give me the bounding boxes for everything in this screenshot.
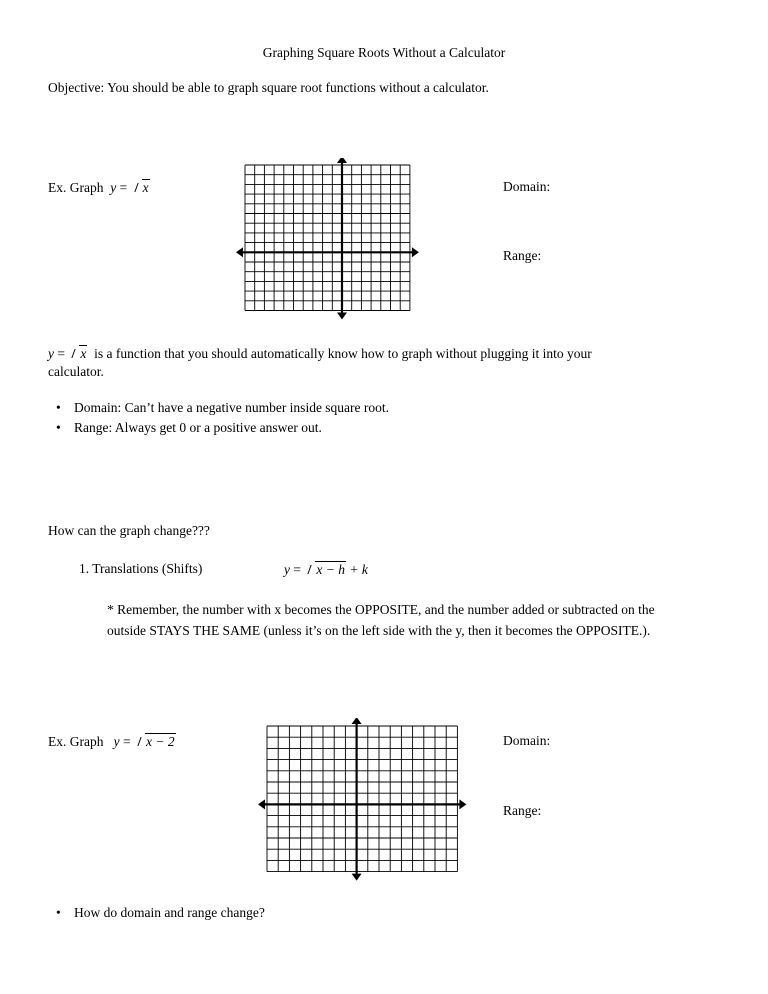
example-1-domain-label: Domain: bbox=[503, 179, 551, 194]
y-axis-arrow-down bbox=[337, 313, 347, 320]
translations-op: = bbox=[293, 562, 301, 577]
property-bullets bbox=[48, 398, 389, 438]
example-1-radicand: x bbox=[142, 180, 149, 195]
sqrt-symbol bbox=[136, 733, 176, 750]
example-2-op: = bbox=[122, 734, 131, 749]
bullet-domain: • Domain: Can’t have a negative number inside square root. bbox=[48, 398, 389, 418]
objective-text: Objective: You should be able to graph square root functions without a calculator. bbox=[48, 80, 489, 95]
x-axis-arrow-left bbox=[236, 247, 243, 257]
remember-note: * Remember, the number with x becomes the OPPOSITE, and the number added or subtracted on the outside STAYS THE SAME (unless it’s on the left side with the y, then it becomes the OPPOSITE.). bbox=[107, 602, 655, 638]
sqrt-symbol bbox=[133, 179, 150, 196]
example-1-label: Ex. Graph bbox=[48, 180, 104, 195]
x-axis-arrow-left bbox=[258, 799, 265, 809]
auto-know-line-2: calculator. bbox=[48, 364, 104, 379]
graph-grid-1[interactable] bbox=[235, 158, 435, 323]
bullet-domain-range-change: • How do domain and range change? bbox=[48, 903, 265, 923]
auto-know-line bbox=[48, 345, 592, 362]
auto-know-text: is a function that you should automatically know how to graph without plugging it into your bbox=[94, 346, 592, 361]
y-axis-arrow-up bbox=[337, 158, 347, 163]
example-2-domain-label: Domain: bbox=[503, 733, 551, 748]
example-1-lhs: y bbox=[110, 180, 117, 195]
sqrt-symbol bbox=[70, 345, 87, 362]
sqrt-symbol bbox=[306, 561, 346, 578]
final-bullets bbox=[48, 903, 265, 923]
translations-label: 1. Translations (Shifts) bbox=[79, 561, 203, 576]
example-2-prompt bbox=[48, 733, 176, 750]
y-axis-arrow-down bbox=[352, 874, 362, 881]
example-2-label: Ex. Graph bbox=[48, 734, 104, 749]
auto-radicand: x bbox=[80, 346, 87, 361]
x-axis-arrow-right bbox=[459, 799, 466, 809]
bullet-range: • Range: Always get 0 or a positive answer out. bbox=[48, 418, 389, 438]
example-1-prompt bbox=[48, 179, 150, 196]
translations-lhs: y bbox=[284, 562, 290, 577]
graph-grid-2[interactable] bbox=[257, 718, 475, 886]
page-title: Graphing Square Roots Without a Calculator bbox=[262, 45, 506, 60]
example-2-range-label: Range: bbox=[503, 803, 542, 818]
example-2-lhs: y bbox=[113, 734, 120, 749]
example-1-range-label: Range: bbox=[503, 248, 542, 263]
y-axis-arrow-up bbox=[352, 718, 362, 724]
translations-formula bbox=[284, 561, 368, 578]
auto-lhs: y bbox=[48, 346, 54, 361]
translations-radicand: x − h bbox=[316, 562, 345, 577]
x-axis-arrow-right bbox=[412, 247, 419, 257]
change-question: How can the graph change??? bbox=[48, 523, 210, 538]
example-1-op: = bbox=[119, 180, 128, 195]
auto-op: = bbox=[57, 346, 65, 361]
example-2-radicand: x − 2 bbox=[145, 734, 175, 749]
translations-tail: + k bbox=[349, 562, 368, 577]
